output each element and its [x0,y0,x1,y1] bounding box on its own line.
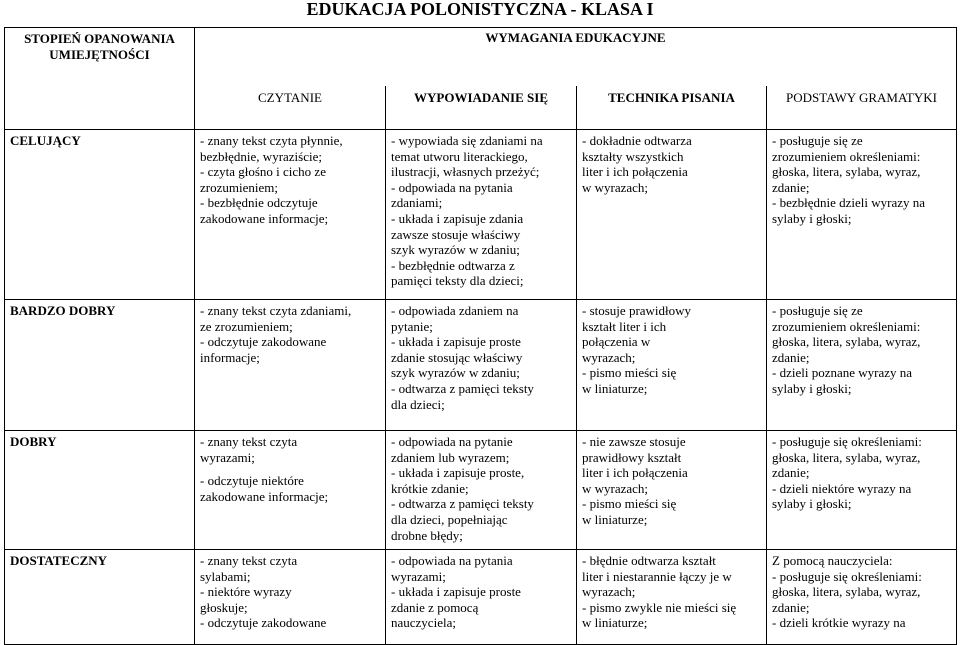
cell-line: - bezbłędnie odczytuje [200,195,318,211]
cell-line: - układa i zapisuje zdania [391,210,524,226]
cell-line: nauczyciela; [391,615,456,631]
cell-line: głoska, litera, sylaba, wyraz, [772,164,921,180]
cell-line: - dzieli niektóre wyrazy na [772,480,912,496]
cell-line: sylaby i głoski; [772,496,852,512]
cell-line: w liniaturze; [582,615,648,631]
cell-line: zdanie; [772,349,810,365]
cell-line: głoska, litera, sylaba, wyraz, [772,449,921,465]
cell-line: - dzieli poznane wyrazy na [772,365,913,381]
column-header-czytanie: CZYTANIE [195,86,386,130]
column-header-wypowiadanie: WYPOWIADANIE SIĘ [386,86,577,130]
cell-line: zdaniem lub wyrazem; [391,449,510,465]
cell-line: informacje; [200,349,260,365]
cell-line: bezbłędnie, wyraziście; [200,148,322,164]
cell-line: - odtwarza z pamięci teksty [391,496,534,512]
wypowiadanie-cell [386,431,577,550]
column-header-technika-pisania: TECHNIKA PISANIA [577,86,767,130]
cell-line: - odpowiada zdaniem na [391,303,519,318]
cell-line: zdanie; [772,179,810,195]
cell-line: - układa i zapisuje proste [391,334,521,350]
gramatyka-cell [767,431,957,550]
grade-row-celujacy [5,130,957,300]
cell-line: zrozumieniem; [200,179,278,195]
cell-line: pytanie; [391,318,433,334]
cell-line: zrozumieniem określeniami: [772,148,921,164]
cell-line: - znany tekst czyta zdaniami, [200,303,352,318]
gramatyka-cell [767,550,957,645]
cell-line: sylaby i głoski; [772,210,852,226]
cell-line: zdaniami; [391,195,443,211]
cell-line: - znany tekst czyta płynnie, [200,133,343,148]
cell-line: liter i niestarannie łączy je w [582,568,732,584]
cell-line: w liniaturze; [582,511,648,527]
cell-line: - pismo mieści się [582,496,677,512]
cell-line: w wyrazach; [582,480,649,496]
cell-line: - układa i zapisuje proste, [391,465,525,481]
requirements-table [4,27,957,645]
cell-line: - odpowiada na pytanie [391,434,513,449]
cell-line: kształt liter i ich [582,318,667,334]
cell-line: - odtwarza z pamięci teksty [391,380,534,396]
cell-line: sylaby i głoski; [772,380,852,396]
pisanie-cell [577,550,767,645]
cell-line: głoska, litera, sylaba, wyraz, [772,334,921,350]
cell-line: - dokładnie odtwarza [582,133,692,148]
cell-line: - posługuje się ze [772,303,863,318]
page-title: EDUKACJA POLONISTYCZNA - KLASA I [306,0,654,19]
cell-line: - błędnie odtwarza kształt [582,553,716,568]
skill-level-header: STOPIEŃ OPANOWANIA UMIEJĘTNOŚCI [5,28,195,130]
wypowiadanie-cell [386,300,577,431]
pisanie-cell [577,300,767,431]
czytanie-cell [195,550,386,645]
pisanie-cell [577,431,767,550]
cell-line: zdanie stosując właściwy [391,349,523,365]
cell-line: temat utworu literackiego, [391,148,528,164]
cell-line: liter i ich połączenia [582,164,688,180]
cell-line: - dzieli krótkie wyrazy na [772,615,906,631]
cell-line: zakodowane informacje; [200,210,329,226]
cell-line: krótkie zdanie; [391,480,469,496]
cell-line: - pismo mieści się [582,365,677,381]
cell-line: wyrazami; [200,449,255,465]
grade-label: DOBRY [5,431,195,550]
cell-line: szyk wyrazów w zdaniu; [391,242,520,258]
cell-line: drobne błędy; [391,527,463,543]
cell-line: szyk wyrazów w zdaniu; [391,365,520,381]
cell-line: połączenia w [582,334,651,350]
requirements-group-header: WYMAGANIA EDUKACYJNE [195,28,957,86]
column-header-gramatyka: PODSTAWY GRAMATYKI [767,86,957,130]
cell-line: - odczytuje zakodowane [200,615,327,631]
cell-line: głoskuje; [200,599,248,615]
header-row [5,28,957,86]
cell-line: zakodowane informacje; [200,488,329,504]
cell-line: - posługuje się ze [772,133,863,148]
pisanie-cell [577,130,767,300]
cell-line: wyrazach; [582,349,636,365]
cell-line: zdanie; [772,599,810,615]
cell-line: głoska, litera, sylaba, wyraz, [772,584,921,600]
cell-line: zawsze stosuje właściwy [391,226,521,242]
cell-line [200,465,380,473]
cell-line: - bezbłędnie odtwarza z [391,257,515,273]
czytanie-cell [195,130,386,300]
grade-row-dobry [5,431,957,550]
cell-line: Z pomocą nauczyciela: [772,553,893,568]
cell-line: - znany tekst czyta [200,434,298,449]
cell-line: wyrazami; [391,568,446,584]
czytanie-cell [195,431,386,550]
cell-line: - odpowiada na pytania [391,179,513,195]
cell-line: - odpowiada na pytania [391,553,513,568]
grade-row-bardzo-dobry [5,300,957,431]
cell-line: pamięci teksty dla dzieci; [391,273,524,289]
cell-line: zdanie; [772,465,810,481]
cell-line: - posługuje się określeniami: [772,568,922,584]
wypowiadanie-cell [386,130,577,300]
cell-line: w wyrazach; [582,179,649,195]
cell-line: dla dzieci, popełniając [391,511,508,527]
grade-label: CELUJĄCY [5,130,195,300]
grade-label: BARDZO DOBRY [5,300,195,431]
gramatyka-cell [767,130,957,300]
cell-line: zrozumieniem określeniami: [772,318,921,334]
cell-line: - czyta głośno i cicho ze [200,164,326,180]
czytanie-cell [195,300,386,431]
cell-line: ilustracji, własnych przeżyć; [391,164,540,180]
cell-line: - wypowiada się zdaniami na [391,133,543,148]
cell-line: - nie zawsze stosuje [582,434,686,449]
cell-line: sylabami; [200,568,251,584]
cell-line: zdanie z pomocą [391,599,479,615]
cell-line: - stosuje prawidłowy [582,303,692,318]
gramatyka-cell [767,300,957,431]
grade-label: DOSTATECZNY [5,550,195,645]
cell-line: - odczytuje zakodowane [200,334,327,350]
cell-line: kształty wszystkich [582,148,684,164]
cell-line: dla dzieci; [391,396,445,412]
wypowiadanie-cell [386,550,577,645]
cell-line: - pismo zwykle nie mieści się [582,599,737,615]
cell-line: - znany tekst czyta [200,553,298,568]
cell-line: prawidłowy kształt [582,449,682,465]
grade-row-dostateczny [5,550,957,645]
cell-line: - układa i zapisuje proste [391,584,521,600]
cell-line: - odczytuje niektóre [200,473,304,489]
cell-line: w liniaturze; [582,380,648,396]
cell-line: wyrazach; [582,584,636,600]
cell-line: - bezbłędnie dzieli wyrazy na [772,195,926,211]
cell-line: - niektóre wyrazy [200,584,292,600]
cell-line: ze zrozumieniem; [200,318,293,334]
cell-line: - posługuje się określeniami: [772,434,922,449]
cell-line: liter i ich połączenia [582,465,688,481]
